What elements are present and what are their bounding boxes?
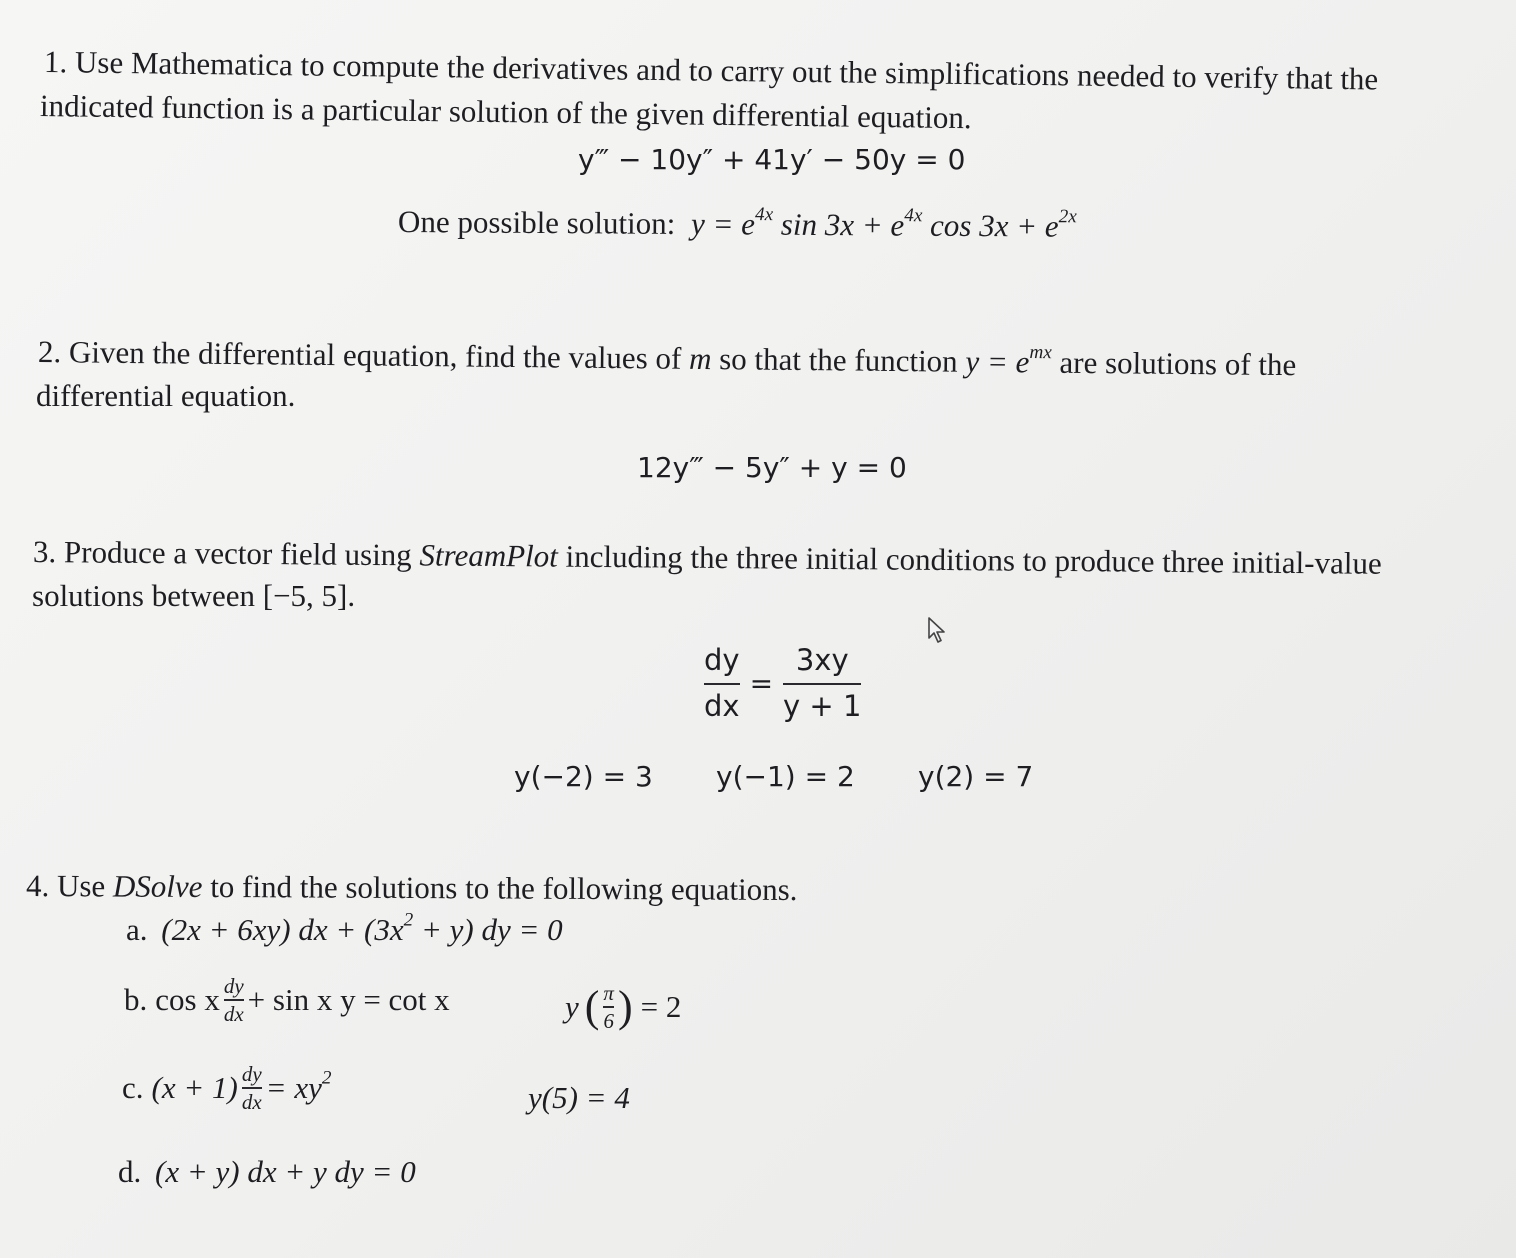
problem-1-line-1: 1. Use Mathematica to compute the derivatives and to carry out the simplifications needed to verify that the bbox=[43, 44, 1379, 97]
problem-1-equation: y‴ − 10y″ + 41y′ − 50y = 0 bbox=[578, 143, 966, 176]
mouse-pointer-icon bbox=[926, 616, 950, 646]
problem-4c: c. (x + 1) $\frac{dy}{dx}$ = $xy^2$ bbox=[122, 1062, 332, 1115]
problem-3-equation: $\frac{dy}{dx}$ = $\frac{3xy}{y + 1}$ bbox=[704, 643, 862, 724]
problem-4b-initial-condition: y ( $\frac{\pi}{6}$ ) = 2 bbox=[565, 981, 682, 1034]
dy-dx-fraction: $\frac{dy}{dx}$ bbox=[704, 643, 740, 724]
solution-label: One possible solution: bbox=[397, 204, 676, 241]
problem-4c-initial-condition: y(5) = 4 bbox=[528, 1080, 630, 1115]
rhs-fraction: $\frac{3xy}{y + 1}$ bbox=[783, 643, 862, 724]
problem-2-equation: 12y‴ − 5y″ + y = 0 bbox=[637, 451, 907, 484]
problem-4d: d. (x + y) dx + y dy = 0 bbox=[118, 1154, 416, 1189]
pi-over-6-fraction: $\frac{\pi}{6}$ bbox=[603, 981, 614, 1034]
problem-2-line-1: 2. Given the differential equation, find the values of m so that the function $y = e^{mx}$ are solutions of the bbox=[37, 334, 1297, 383]
initial-condition-2: y(−1) = 2 bbox=[716, 760, 855, 793]
problem-4a: a. (2x + 6xy) dx + $(3x^2 + y)$ dy = 0 bbox=[126, 909, 563, 947]
problem-1-solution bbox=[398, 204, 1077, 245]
problem-2-line-2: differential equation. bbox=[36, 378, 296, 413]
streamplot-term: StreamPlot bbox=[419, 537, 559, 574]
initial-condition-1: y(−2) = 3 bbox=[514, 760, 653, 793]
problem-1-line-2: indicated function is a particular solution of the given differential equation. bbox=[39, 88, 972, 136]
dsolve-term: DSolve bbox=[112, 868, 203, 904]
c-dy-dx-fraction: $\frac{dy}{dx}$ bbox=[241, 1062, 262, 1115]
variable-m: m bbox=[688, 340, 712, 377]
solution-expression: $y = e^{4x}$ $\sin 3x + e^{4x}$ $\cos 3x + e^{2x}$ bbox=[690, 204, 1077, 244]
problem-4-line-1: 4. Use DSolve to find the solutions to the following equations. bbox=[25, 868, 798, 908]
problem-3-line-1: 3. Produce a vector field using StreamPlot including the three initial conditions to produce three initial-value bbox=[32, 534, 1382, 581]
problem-3-line-2: solutions between [−5, 5]. bbox=[32, 578, 356, 613]
b-dy-dx-fraction: $\frac{dy}{dx}$ bbox=[223, 974, 244, 1027]
problem-4b: b. cos x $\frac{dy}{dx}$ + sin x y = cot x bbox=[124, 974, 450, 1027]
initial-condition-3: y(2) = 7 bbox=[918, 760, 1034, 793]
